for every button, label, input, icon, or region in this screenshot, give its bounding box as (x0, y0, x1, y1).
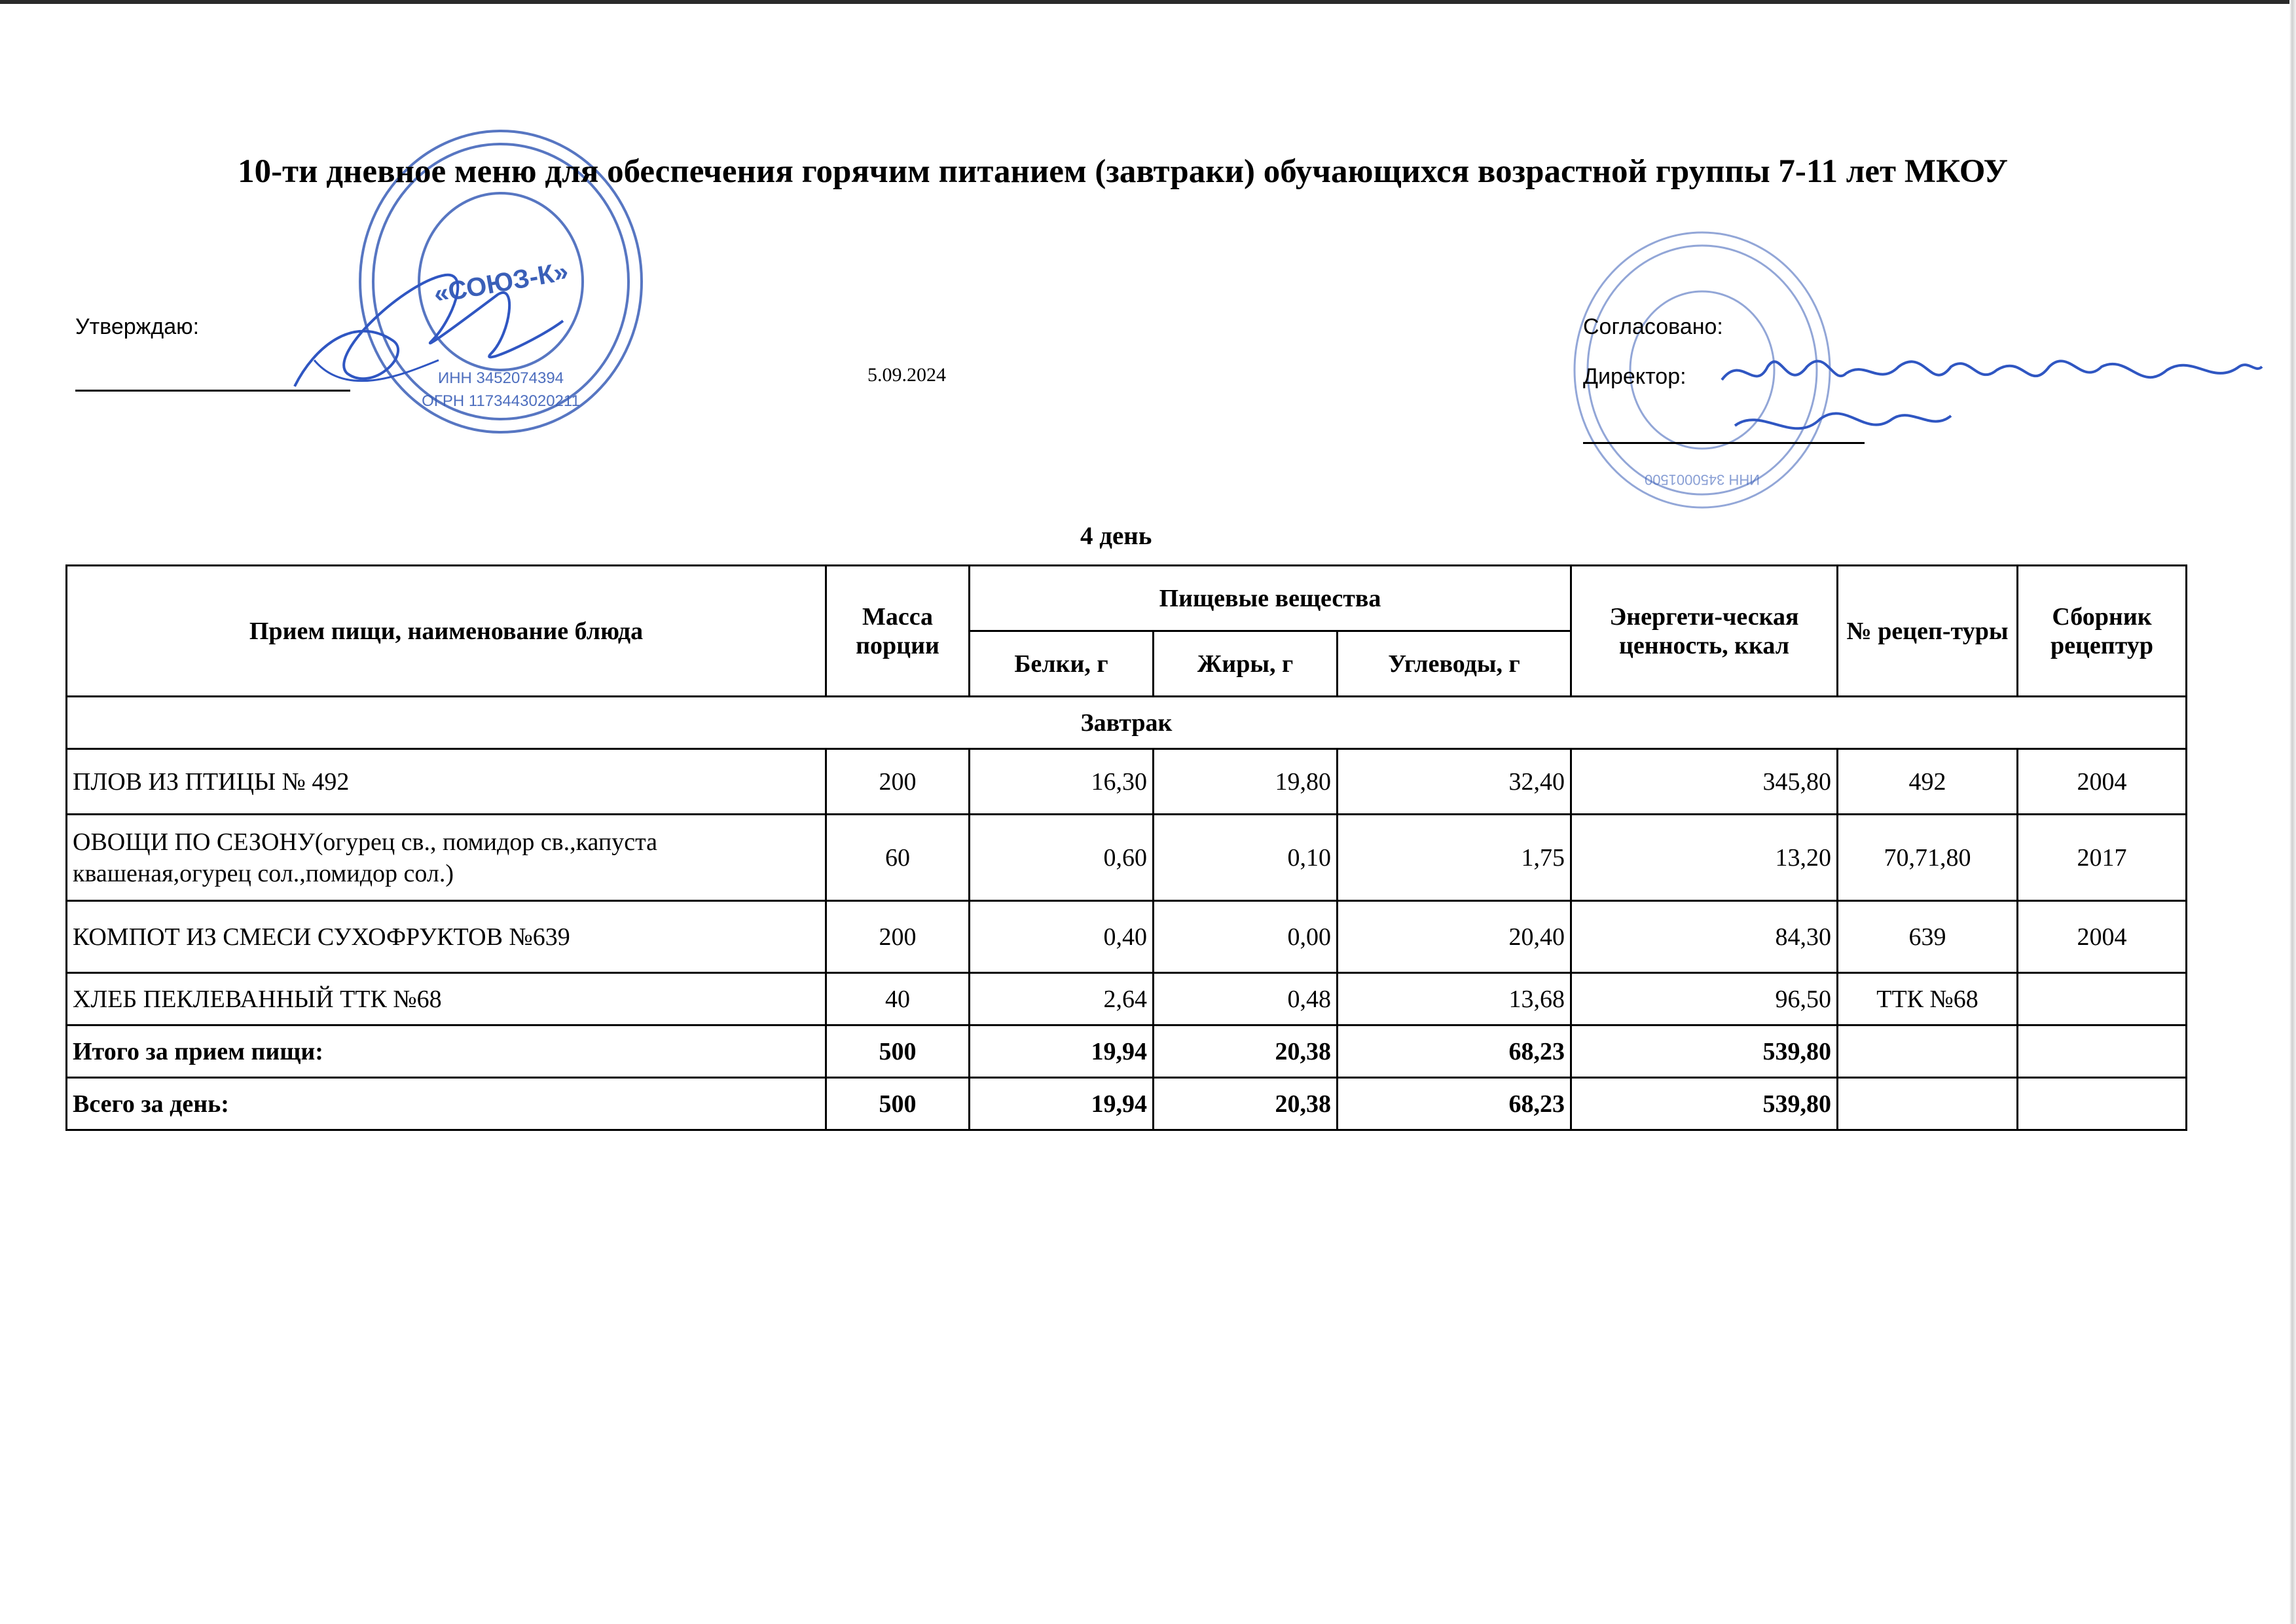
recipe-collection (2018, 973, 2187, 1025)
recipe-collection: 2004 (2018, 749, 2187, 815)
dish-name: ПЛОВ ИЗ ПТИЦЫ № 492 (67, 749, 826, 815)
table-row (67, 749, 2187, 815)
energy-value: 345,80 (1571, 749, 1838, 815)
carbs-value: 13,68 (1338, 973, 1571, 1025)
recipe-number: 639 (1838, 901, 2018, 973)
dish-name: ОВОЩИ ПО СЕЗОНУ(огурец св., помидор св.,капуста квашеная,огурец сол.,помидор сол.) (67, 815, 826, 901)
day-label: 4 день (1080, 522, 1152, 550)
empty-cell (1838, 1025, 2018, 1078)
total-mass: 500 (826, 1078, 970, 1130)
header-nutrients: Пищевые вещества (970, 566, 1571, 631)
fat-value: 19,80 (1154, 749, 1338, 815)
right-signature (1715, 341, 2265, 458)
total-energy: 539,80 (1571, 1078, 1838, 1130)
dish-name: ХЛЕБ ПЕКЛЕВАННЫЙ ТТК №68 (67, 973, 826, 1025)
protein-value: 0,60 (970, 815, 1154, 901)
header-recipe: № рецеп-туры (1838, 566, 2018, 697)
header-mass: Масса порции (826, 566, 970, 697)
empty-cell (2018, 1025, 2187, 1078)
energy-value: 84,30 (1571, 901, 1838, 973)
protein-value: 16,30 (970, 749, 1154, 815)
total-energy: 539,80 (1571, 1025, 1838, 1078)
left-signature (275, 242, 576, 413)
table-row (67, 901, 2187, 973)
meal-total-row (67, 1025, 2187, 1078)
stamp-ogrn: ОГРН 1173443020211 (422, 392, 580, 410)
header-collection: Сборник рецептур (2018, 566, 2187, 697)
scan-right-edge (2289, 0, 2296, 1624)
stamp-inn: ИНН 3452074394 (437, 369, 564, 387)
energy-value: 13,20 (1571, 815, 1838, 901)
total-fat: 20,38 (1154, 1078, 1338, 1130)
portion-mass: 200 (826, 901, 970, 973)
portion-mass: 200 (826, 749, 970, 815)
total-mass: 500 (826, 1025, 970, 1078)
recipe-collection: 2017 (2018, 815, 2187, 901)
total-label: Итого за прием пищи: (67, 1025, 826, 1078)
carbs-value: 20,40 (1338, 901, 1571, 973)
energy-value: 96,50 (1571, 973, 1838, 1025)
total-carbs: 68,23 (1338, 1025, 1571, 1078)
total-label: Всего за день: (67, 1078, 826, 1130)
carbs-value: 1,75 (1338, 815, 1571, 901)
protein-value: 0,40 (970, 901, 1154, 973)
total-fat: 20,38 (1154, 1025, 1338, 1078)
portion-mass: 60 (826, 815, 970, 901)
school-stamp-inn: ИНН 3450001500 (1644, 471, 1760, 488)
agreed-label: Согласовано: (1583, 314, 1723, 339)
table-row (67, 973, 2187, 1025)
header-carbs: Углеводы, г (1338, 631, 1571, 697)
header-fat: Жиры, г (1154, 631, 1338, 697)
scan-top-edge (0, 0, 2296, 4)
empty-cell (1838, 1078, 2018, 1130)
fat-value: 0,10 (1154, 815, 1338, 901)
director-label: Директор: (1583, 364, 1686, 389)
header-energy: Энергети-ческая ценность, ккал (1571, 566, 1838, 697)
total-carbs: 68,23 (1338, 1078, 1571, 1130)
protein-value: 2,64 (970, 973, 1154, 1025)
section-breakfast: Завтрак (67, 697, 2187, 749)
empty-cell (2018, 1078, 2187, 1130)
approve-label: Утверждаю: (75, 314, 200, 339)
recipe-collection: 2004 (2018, 901, 2187, 973)
recipe-number: 492 (1838, 749, 2018, 815)
day-total-row (67, 1078, 2187, 1130)
menu-table (65, 564, 2187, 1131)
fat-value: 0,48 (1154, 973, 1338, 1025)
stamp-org-name: «СОЮЗ-К» (431, 257, 571, 309)
approval-date: 5.09.2024 (867, 364, 946, 386)
recipe-number: 70,71,80 (1838, 815, 2018, 901)
header-protein: Белки, г (970, 631, 1154, 697)
table-row (67, 815, 2187, 901)
portion-mass: 40 (826, 973, 970, 1025)
carbs-value: 32,40 (1338, 749, 1571, 815)
dish-name: КОМПОТ ИЗ СМЕСИ СУХОФРУКТОВ №639 (67, 901, 826, 973)
total-protein: 19,94 (970, 1025, 1154, 1078)
recipe-number: ТТК №68 (1838, 973, 2018, 1025)
menu-title: 10-ти дневное меню для обеспечения горячим питанием (завтраки) обучающихся возрастной группы 7-11 лет МКОУ (238, 153, 2008, 190)
total-protein: 19,94 (970, 1078, 1154, 1130)
header-dish: Прием пищи, наименование блюда (67, 566, 826, 697)
fat-value: 0,00 (1154, 901, 1338, 973)
